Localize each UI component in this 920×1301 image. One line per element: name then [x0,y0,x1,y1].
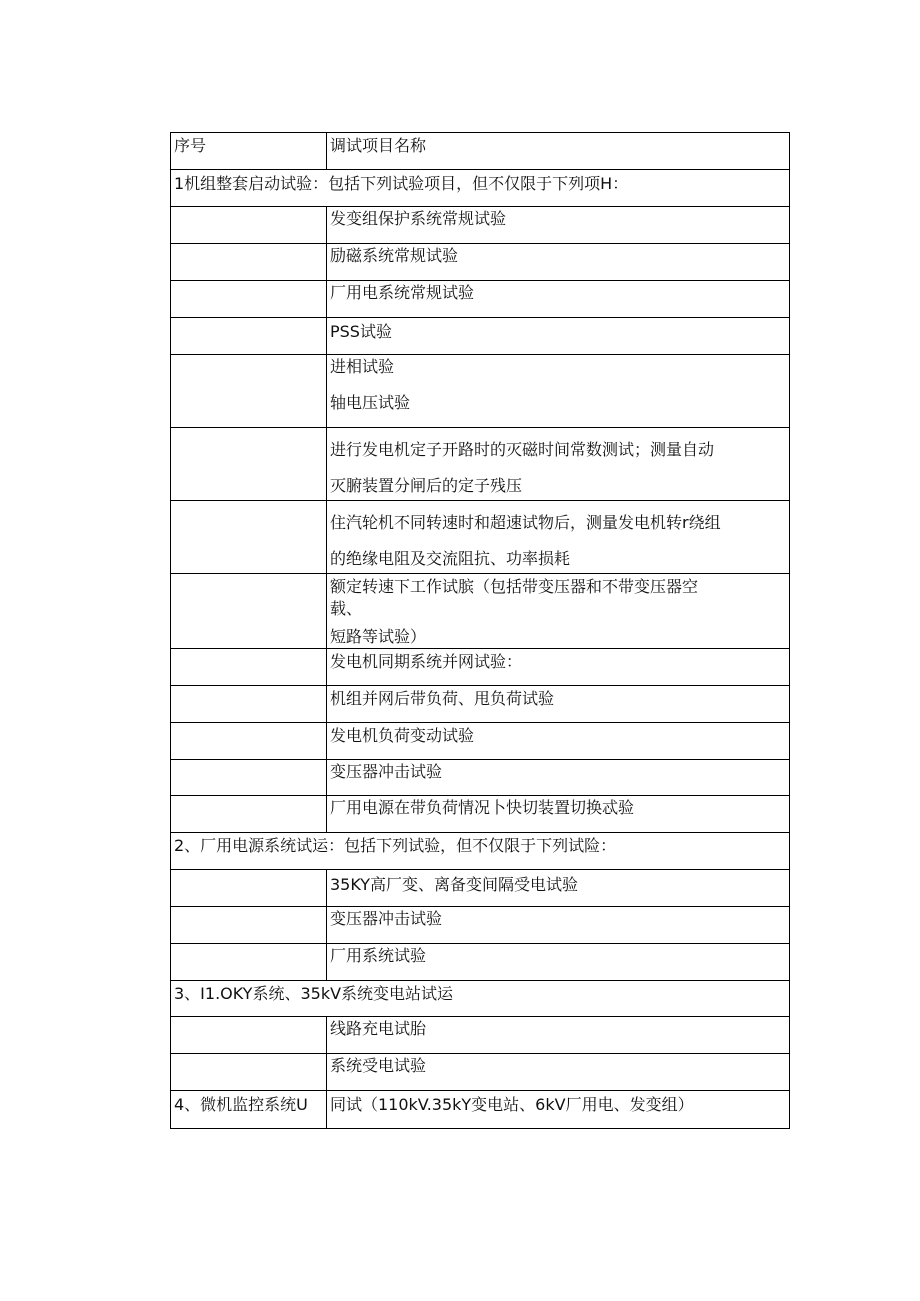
table-header-row [171,133,790,170]
last-row [171,1091,790,1129]
item-cell [327,501,790,574]
item-cell: 线路充电试胎 [327,1017,790,1054]
item-cell: 励磁系统常规试验 [327,244,790,281]
table-row [171,649,790,686]
item-line: 载、 [330,599,363,618]
item-cell: 35KY高厂变、离备变间隔受电试验 [327,870,790,907]
table-row [171,501,790,574]
table-row [171,944,790,981]
table-row [171,244,790,281]
item-line: 轴电压试验 [330,393,411,412]
table-row [171,760,790,796]
item-cell: 变压器冲击试验 [327,760,790,796]
item-cell [327,428,790,501]
item-cell [327,355,790,428]
item-cell: 厂用电系统常规试验 [327,281,790,318]
item-line: 进行发电机定子开路时的灭磁时间常数测试；测量自动 [330,440,715,459]
header-name-cell: 调试项目名称 [327,133,790,170]
item-cell: 系统受电试验 [327,1054,790,1091]
table-row [171,686,790,723]
item-cell: 厂用系统试验 [327,944,790,981]
section-title-row [171,981,790,1017]
table-row [171,281,790,318]
item-cell: 厂用电源在带负荷情况卜快切装置切换忒验 [327,796,790,833]
item-line: 灭腑装置分闸后的定子残压 [330,476,523,495]
section-title: 2、厂用电源系统试运：包括下列试验，但不仅限于下列试险： [171,833,790,870]
item-cell [327,574,790,649]
table-row [171,355,790,428]
item-cell: 变压器冲击试验 [327,907,790,944]
table-row [171,796,790,833]
item-cell: 发变组保护系统常规试验 [327,207,790,244]
section-title-row [171,833,790,870]
section-title: 3、I1.OKY系统、35kV系统变电站试运 [171,981,790,1017]
table-row [171,207,790,244]
header-seq-cell: 序号 [171,133,327,170]
item-line: 进相试验 [330,357,395,376]
item-cell: 发电机同期系统并网试验： [327,649,790,686]
item-cell: 发电机负荷变动试验 [327,723,790,760]
table-row [171,1054,790,1091]
table-row [171,1017,790,1054]
item-line: 额定转速下工作试膑（包括带变压器和不带变压器空 [330,577,699,596]
item-cell: 同试（110kV.35kY变电站、6kV厂用电、发变组） [327,1091,790,1129]
last-row-label: 4、微机监控系统U [171,1091,327,1129]
table-row [171,574,790,649]
section-title: 1机组整套启动试验：包括下列试验项目，但不仅限于下列项H： [171,170,790,207]
table-row [171,318,790,355]
item-line: 短路等试验） [330,627,427,646]
table-row [171,907,790,944]
table-row [171,723,790,760]
item-line: 的绝缘电阻及交流阻抗、功率损耗 [330,549,571,568]
table-row [171,428,790,501]
item-cell: 机组并网后带负荷、甩负荷试验 [327,686,790,723]
section-title-row [171,170,790,207]
test-items-table [170,132,790,1129]
item-line: 住汽轮机不同转速时和超速试物后，测量发电机转r绕组 [330,513,721,532]
table-row [171,870,790,907]
item-cell: PSS试验 [327,318,790,355]
